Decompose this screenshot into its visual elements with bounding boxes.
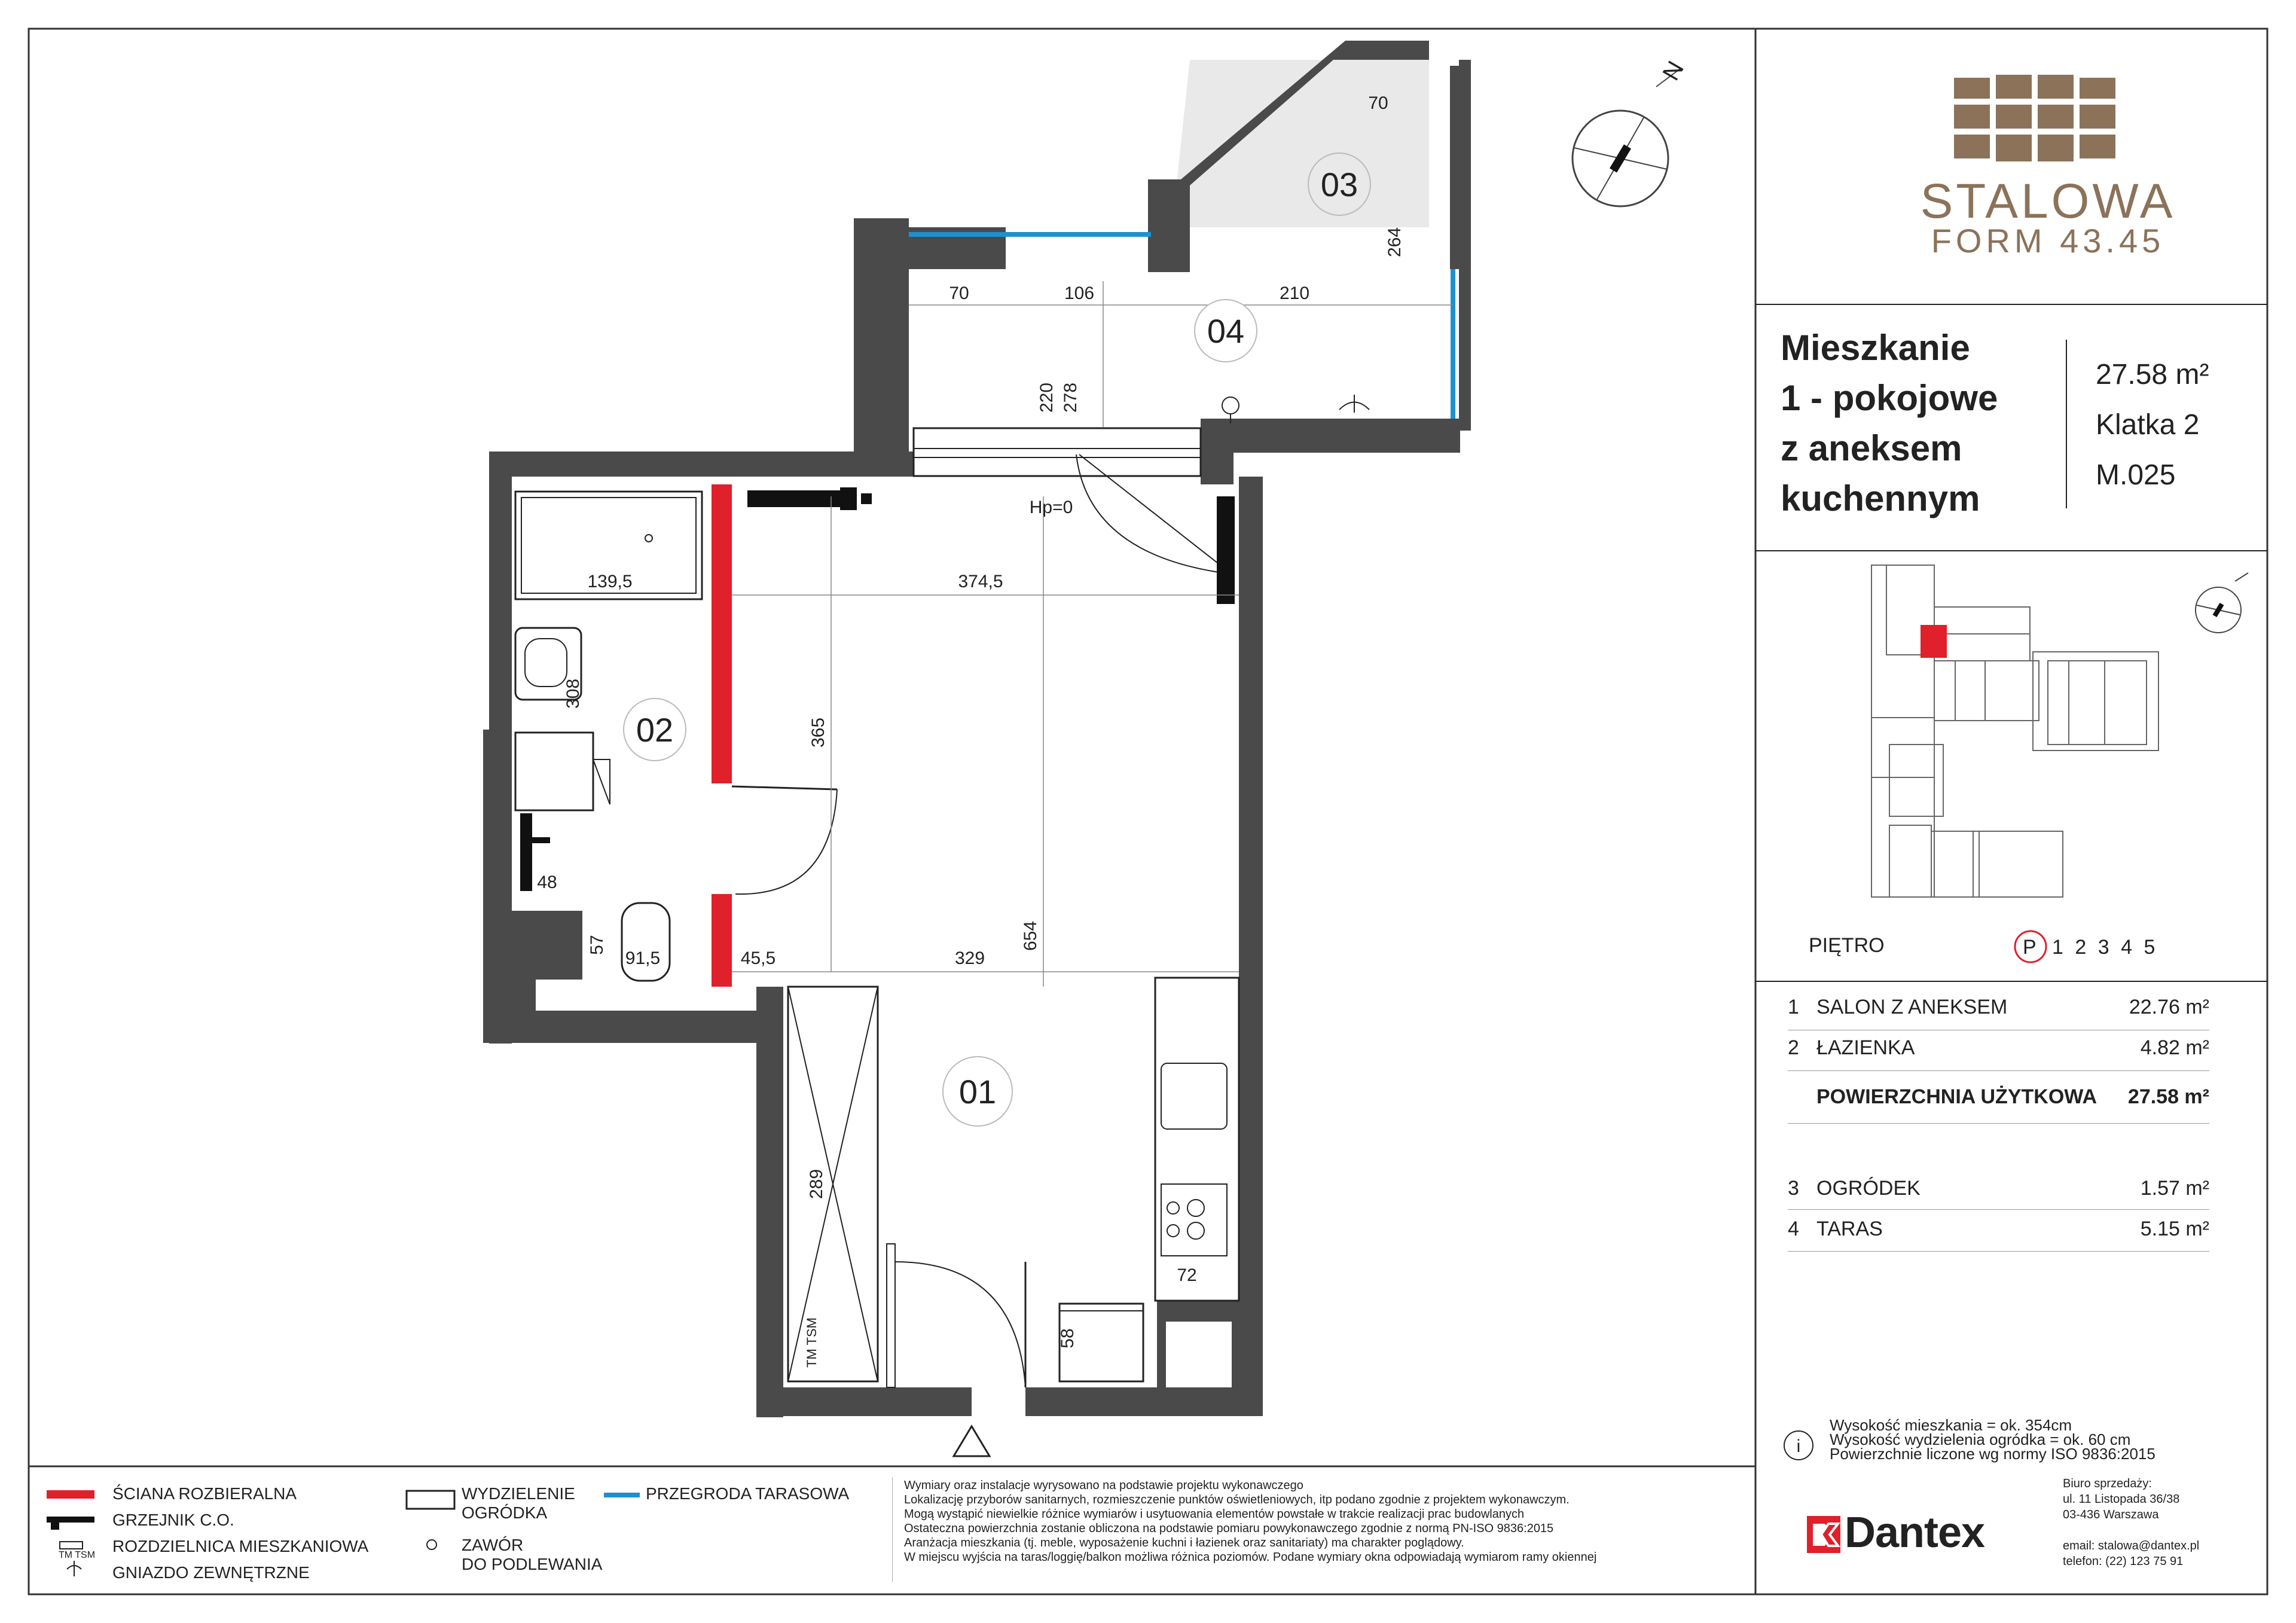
disclaimer [904,1478,1596,1564]
room-name: ŁAZIENKA [1816,1036,1915,1059]
dim-278: 278 [1061,382,1080,413]
disclaimer-line-4: Ostateczna powierzchnia zostanie obliczona na podstawie pomiaru powykonawczego zgodnie z normą PN-ISO 9836:2015 [904,1522,1554,1535]
legend-outdoor-socket-icon [67,1561,81,1576]
floor-label: PIĘTRO [1809,934,1885,957]
dim-106: 106 [1064,283,1095,303]
legend-radiator-icon [47,1517,94,1530]
dim-70-top: 70 [1368,93,1388,113]
legend-watering-valve [462,1536,602,1574]
title-line-1: Mieszkanie [1781,328,1970,368]
dim-374-5: 374,5 [958,572,1003,591]
legend-distribution-box: ROZDZIELNICA MIESZKANIOWA [112,1537,369,1555]
apartment-stairwell: Klatka 2 [2096,409,2200,441]
dim-220: 220 [1037,382,1057,413]
floor-5[interactable]: 5 [2144,936,2155,959]
dim-329: 329 [954,948,985,968]
apartment-info [2096,350,2209,501]
disclaimer-line-2: Lokalizację przyborów sanitarnych, rozmieszczenie punktów oświetleniowych, itp podano zgodnie z projektem wykonawczym. [904,1493,1570,1506]
developer-name: Dantex [1845,1509,1985,1557]
dim-45-5: 45,5 [740,948,776,968]
disclaimer-line-3: Mogą wystąpić niewielkie różnice wymiarów i usytuowania elementów powstałe w trakcie realizacji prac budowlanych [904,1508,1525,1521]
title-line-4: kuchennym [1781,478,1980,518]
room-num: 1 [1788,996,1799,1018]
legend-garden-swatch [407,1491,454,1509]
usable-area-value: 27.58 m² [2127,1085,2209,1108]
room-num: 2 [1788,1036,1799,1059]
dim-57: 57 [587,935,607,955]
legend-outdoor-socket: GNIAZDO ZEWNĘTRZNE [112,1563,310,1582]
sales-office-city: 03-436 Warszawa [2063,1508,2159,1521]
dim-210: 210 [1279,283,1310,303]
hp-label: Hp=0 [1029,498,1073,517]
compass-icon [1573,57,1689,206]
floor-list[interactable] [2052,936,2155,959]
apartment-title [1781,323,1998,524]
dim-289: 289 [807,1169,826,1200]
key-plan [1871,565,2158,897]
room-name: SALON Z ANEKSEM [1816,996,2008,1018]
dim-264: 264 [1385,227,1405,258]
room-area: 4.82 m² [2140,1036,2209,1059]
notes [1830,1416,2155,1463]
room-area: 22.76 m² [2129,996,2209,1018]
usable-area-label: POWIERZCHNIA UŻYTKOWA [1816,1085,2097,1108]
note-height: Wysokość mieszkania = ok. 354cm [1830,1416,2072,1434]
removable-wall-upper [712,484,732,783]
key-plan-compass-icon [2196,573,2248,633]
legend-garden-separation [462,1484,575,1523]
stalowa-logo-icon [1954,75,2115,161]
title-line-2: 1 - pokojowe [1781,378,1998,418]
legend-distribution-box-icon [60,1542,83,1549]
sales-office [2063,1476,2199,1569]
title-line-3: z aneksem [1781,428,1962,468]
room-label-02: 02 [636,711,674,749]
floor-4[interactable]: 4 [2121,936,2133,959]
disclaimer-line-6: W miejscu wyjścia na taras/loggię/balkon możliwa różnica poziomów. Podane wymiary okna odpowiadają wymiarom ramy okiennej [904,1551,1597,1564]
legend-terrace-partition: PRZEGRODA TARASOWA [646,1484,850,1503]
watering-valve-icon [1222,397,1239,414]
room-label-04: 04 [1207,312,1245,350]
sales-office-email[interactable]: email: stalowa@dantex.pl [2063,1539,2200,1552]
disclaimer-line-1: Wymiary oraz instalacje wyrysowano na podstawie projektu wykonawczego [904,1479,1303,1492]
legend-watering-valve-icon [427,1540,436,1549]
removable-wall-lower [712,894,732,987]
info-icon-glyph: i [1796,1436,1801,1456]
room-num: 3 [1788,1177,1799,1200]
sales-office-phone[interactable]: telefon: (22) 123 75 91 [2063,1555,2184,1568]
brand-subtitle: FORM 43.45 [1931,222,2165,260]
note-garden-height: Wysokość wydzielenia ogródka = ok. 60 cm [1830,1430,2131,1448]
legend-removable-wall-swatch [47,1490,94,1499]
disclaimer-line-5: Aranżacja mieszkania (tj. meble, wyposażenie kuchni i łazienek oraz sanitariaty) ma charakter poglądowy. [904,1536,1464,1549]
dantex-logo-icon [1807,1516,1840,1553]
dim-72: 72 [1177,1265,1197,1285]
key-plan-unit-marker [1921,625,1947,658]
room-label-03: 03 [1320,166,1358,203]
room-area: 5.15 m² [2140,1218,2209,1240]
note-iso: Powierzchnie liczone wg normy ISO 9836:2015 [1830,1445,2155,1463]
floor-current[interactable]: P [2023,936,2037,959]
room-area: 1.57 m² [2140,1177,2209,1200]
dim-139-5: 139,5 [587,572,633,591]
legend-radiator: GRZEJNIK C.O. [112,1511,234,1529]
legend-garden-line-2: OGRÓDKA [462,1503,548,1522]
dim-654: 654 [1021,920,1040,951]
radiator-main [747,490,855,507]
sales-office-street: ul. 11 Listopada 36/38 [2063,1493,2180,1506]
dim-70: 70 [949,283,969,303]
dim-308: 308 [563,678,583,709]
floor-2[interactable]: 2 [2075,936,2087,959]
floor-1[interactable]: 1 [2052,936,2063,959]
legend-tm-tsm: TM TSM [59,1550,96,1560]
toilet [622,903,670,981]
room-name: TARAS [1816,1218,1883,1240]
dim-58: 58 [1058,1328,1077,1349]
room-label-01: 01 [958,1073,997,1111]
apartment-unit: M.025 [2096,459,2176,491]
dimension-lines [732,281,1453,987]
washing-machine [515,733,593,810]
room-num: 4 [1788,1218,1799,1240]
apartment-area: 27.58 m² [2096,359,2209,391]
dim-91-5: 91,5 [625,948,661,968]
dim-48: 48 [537,872,557,892]
compass-n: N [1657,56,1690,86]
legend-garden-line-1: WYDZIELENIE [462,1484,575,1503]
sales-office-title: Biuro sprzedaży: [2063,1477,2152,1490]
tm-tsm-label: TM TSM [804,1317,819,1368]
brand-name: STALOWA [1920,174,2176,228]
floor-3[interactable]: 3 [2097,936,2109,959]
room-name: OGRÓDEK [1816,1177,1921,1200]
legend-valve-line-2: DO PODLEWANIA [462,1555,603,1573]
entrance-arrow [954,1426,990,1456]
legend-removable-wall: ŚCIANA ROZBIERALNA [112,1484,297,1503]
dim-365: 365 [808,717,828,748]
legend-valve-line-1: ZAWÓR [462,1536,524,1554]
